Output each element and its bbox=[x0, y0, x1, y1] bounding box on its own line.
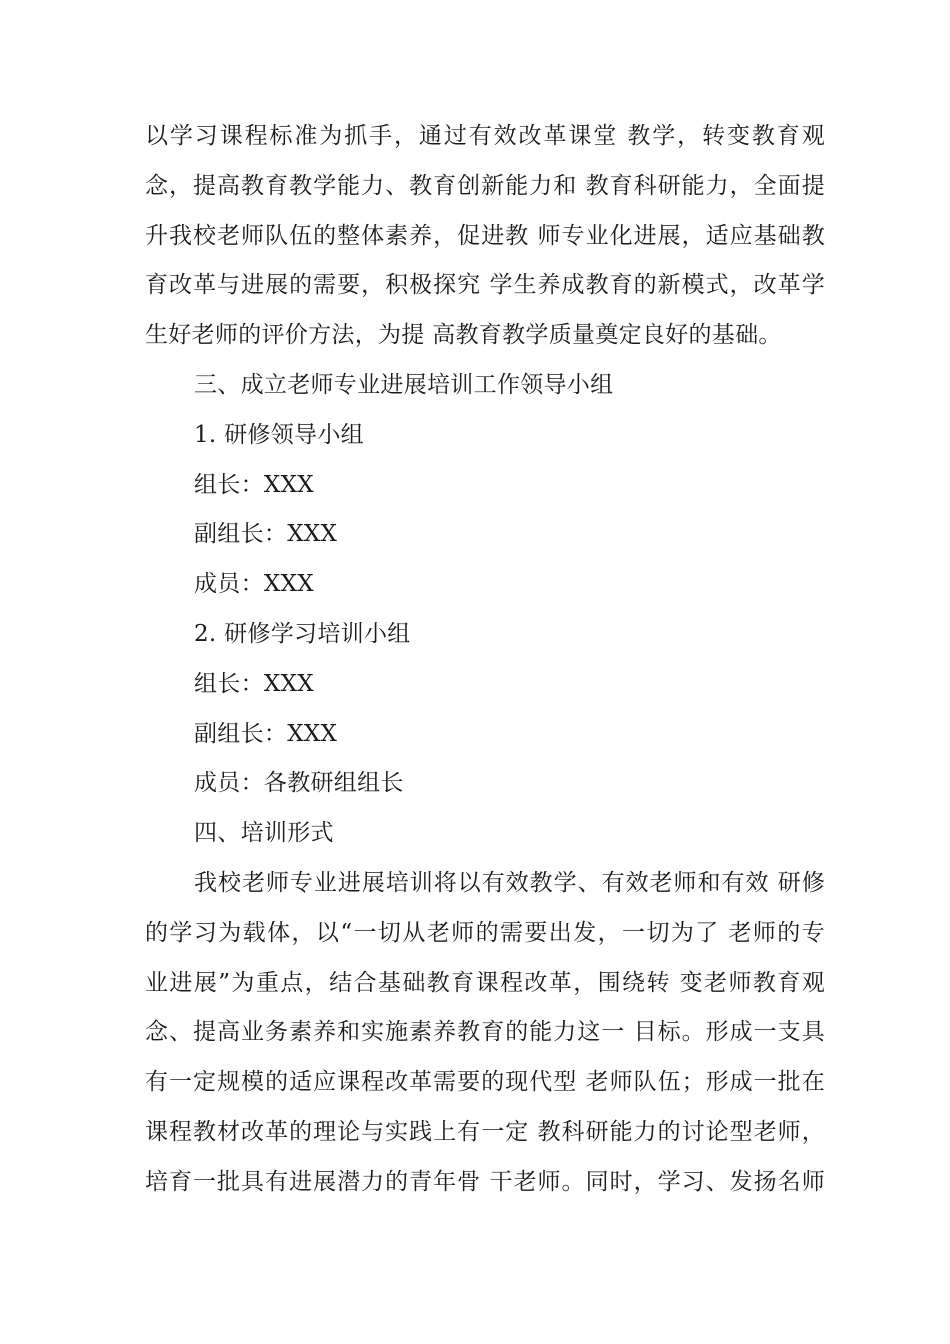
paragraph-line: 的学习为载体，以“一切从老师的需要出发，一切为了 老师的专 bbox=[145, 919, 825, 946]
paragraph-line: 课程教材改革的理论与实践上有一定 教科研能力的讨论型老师， bbox=[145, 1118, 825, 1145]
list-item: 成员：各教研组组长 bbox=[194, 770, 404, 797]
paragraph-line: 以学习课程标准为抓手，通过有效改革课堂 教学，转变教育观 bbox=[145, 123, 825, 149]
paragraph-line: 升我校老师队伍的整体素养，促进教 师专业化进展，适应基础教 bbox=[145, 222, 825, 249]
subsection-heading: 2. 研修学习培训小组 bbox=[194, 620, 411, 647]
paragraph-line: 念，提高教育教学能力、教育创新能力和 教育科研能力，全面提 bbox=[145, 172, 825, 199]
list-item: 副组长：XXX bbox=[194, 521, 338, 548]
section-heading: 三、成立老师专业进展培训工作领导小组 bbox=[194, 371, 614, 398]
paragraph-line: 我校老师专业进展培训将以有效教学、有效老师和有效 研修 bbox=[194, 869, 825, 896]
paragraph-line: 培育一批具有进展潜力的青年骨 干老师。同时，学习、发扬名师 bbox=[145, 1168, 825, 1195]
list-item: 组长：XXX bbox=[194, 670, 314, 697]
paragraph-line: 业进展”为重点，结合基础教育课程改革，围绕转 变老师教育观 bbox=[145, 969, 825, 996]
list-item: 成员：XXX bbox=[194, 571, 314, 598]
paragraph-line: 生好老师的评价方法，为提 高教育教学质量奠定良好的基础。 bbox=[145, 322, 782, 349]
subsection-heading: 1. 研修领导小组 bbox=[194, 421, 364, 448]
document-body bbox=[145, 112, 825, 1208]
paragraph-line: 念、提高业务素养和实施素养教育的能力这一 目标。形成一支具 bbox=[145, 1019, 825, 1046]
section-heading: 四、培训形式 bbox=[194, 820, 334, 847]
list-item: 副组长：XXX bbox=[194, 720, 338, 747]
paragraph-line: 育改革与进展的需要，积极探究 学生养成教育的新模式，改革学 bbox=[145, 272, 825, 299]
paragraph-line: 有一定规模的适应课程改革需要的现代型 老师队伍；形成一批在 bbox=[145, 1069, 825, 1096]
list-item: 组长：XXX bbox=[194, 471, 314, 498]
